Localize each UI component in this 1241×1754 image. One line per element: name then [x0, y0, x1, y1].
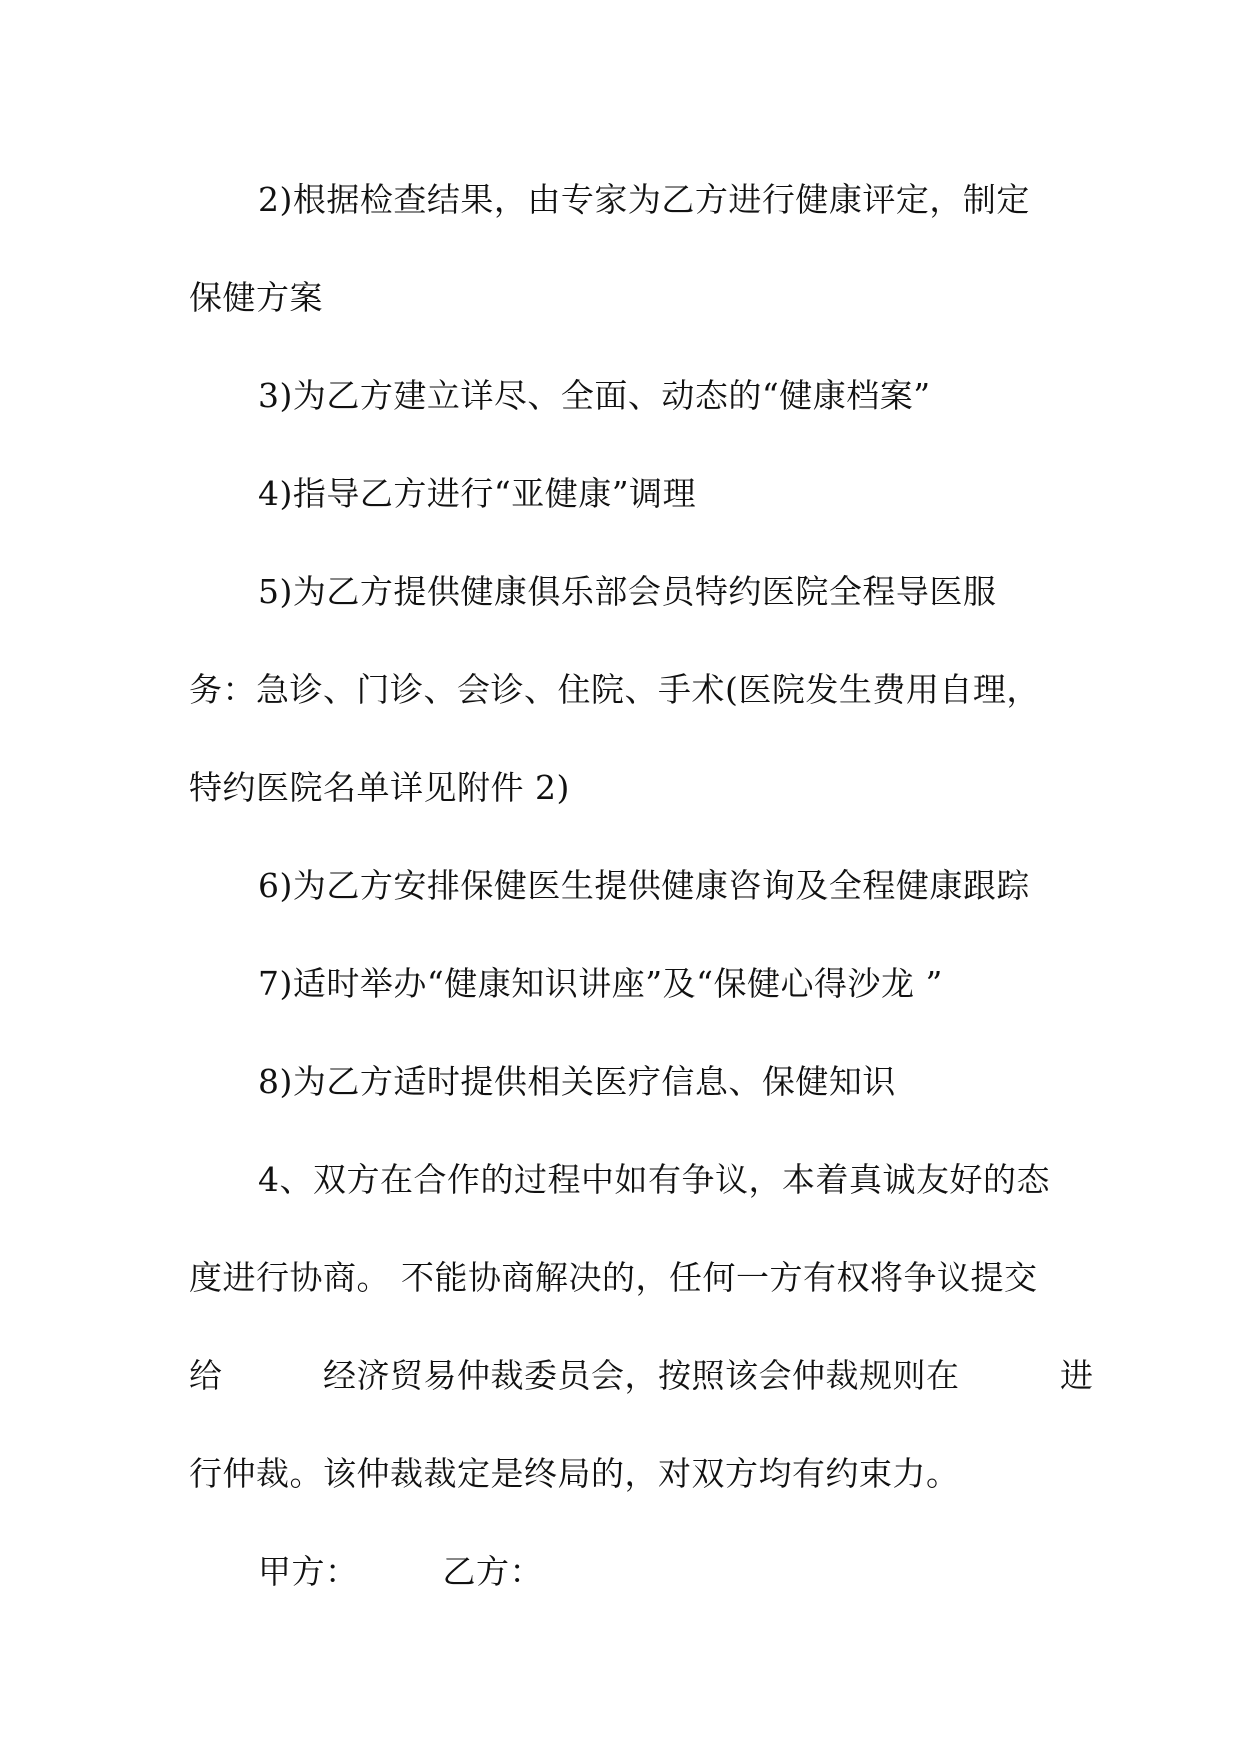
- paragraph-line: 务：急诊、门诊、会诊、住院、手术(医院发生费用自理，: [189, 670, 1040, 709]
- paragraph-line: 7)适时举办“健康知识讲座”及“保健心得沙龙 ”: [258, 964, 943, 1003]
- paragraph-line: 特约医院名单详见附件 2): [189, 768, 570, 807]
- signature-line: 甲方： 乙方：: [258, 1552, 543, 1591]
- paragraph-line: 2)根据检查结果，由专家为乙方进行健康评定，制定: [258, 180, 1030, 219]
- paragraph-line: 5)为乙方提供健康俱乐部会员特约医院全程导医服: [258, 572, 997, 611]
- paragraph-line: 6)为乙方安排保健医生提供健康咨询及全程健康跟踪: [258, 866, 1030, 905]
- paragraph-line: 4)指导乙方进行“亚健康”调理: [258, 474, 697, 513]
- paragraph-line: 8)为乙方适时提供相关医疗信息、保健知识: [258, 1062, 896, 1101]
- paragraph-line: 度进行协商。 不能协商解决的，任何一方有权将争议提交: [189, 1258, 1038, 1297]
- paragraph-line: 3)为乙方建立详尽、全面、动态的“健康档案”: [258, 376, 931, 415]
- paragraph-line: 保健方案: [189, 278, 323, 317]
- paragraph-line: 4、双方在合作的过程中如有争议，本着真诚友好的态: [258, 1160, 1050, 1199]
- paragraph-line: 给 经济贸易仲裁委员会，按照该会仲裁规则在 进: [189, 1356, 1094, 1395]
- paragraph-line: 行仲裁。该仲裁裁定是终局的，对双方均有约束力。: [189, 1454, 960, 1493]
